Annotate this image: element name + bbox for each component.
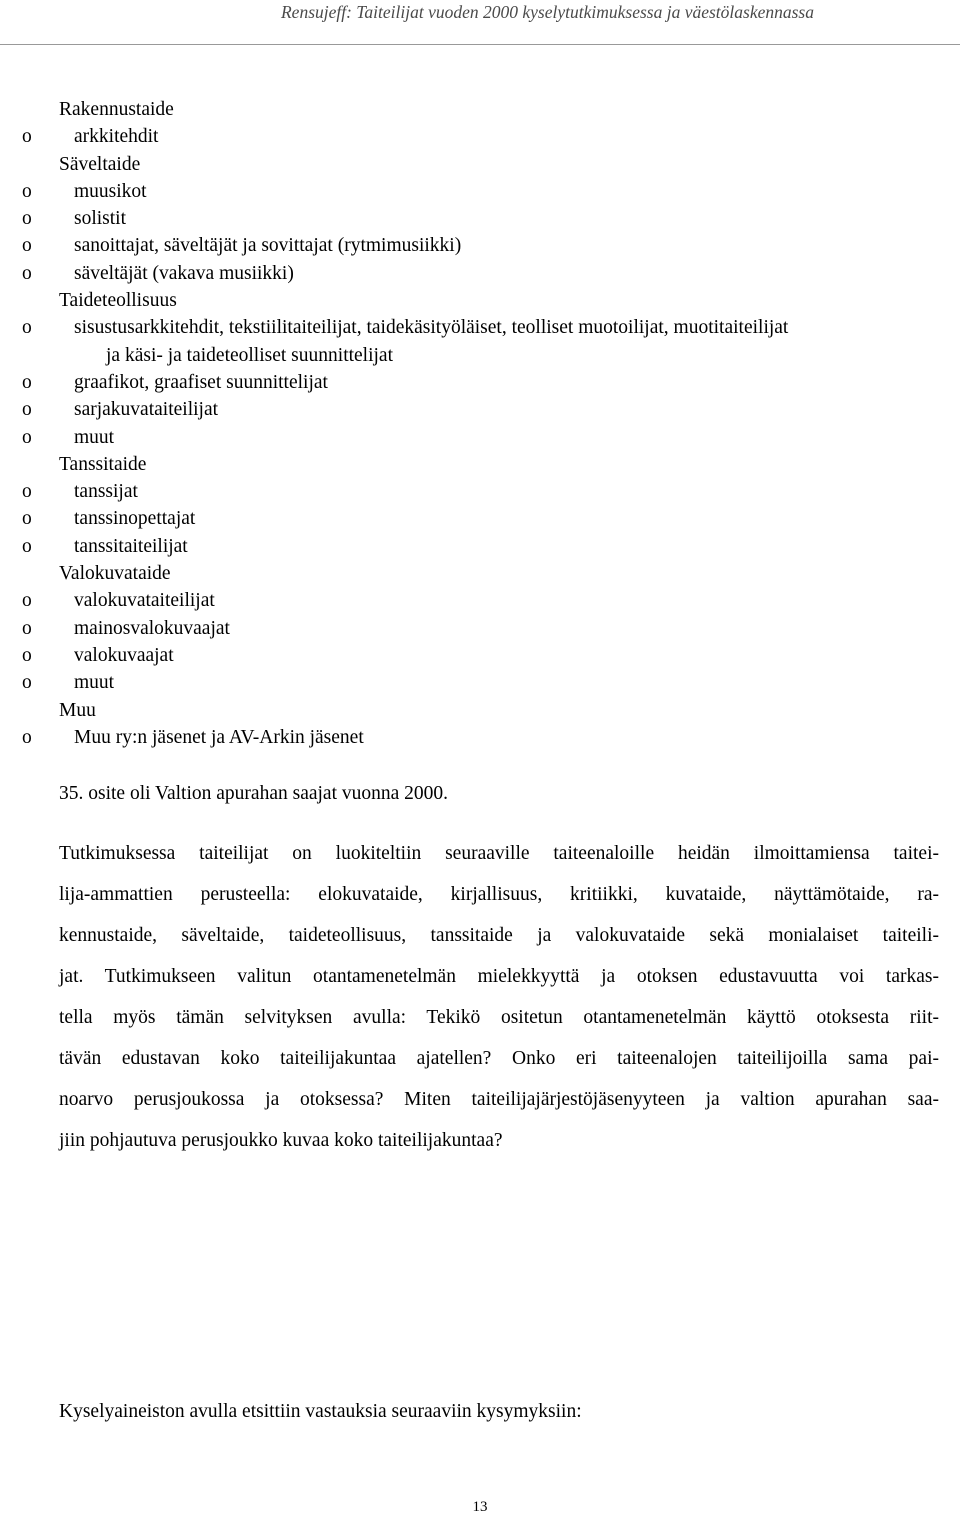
list-item (0, 314, 960, 369)
header-divider (0, 44, 960, 45)
bullet-icon: o (22, 235, 32, 257)
list-item (0, 724, 960, 751)
paragraph-line: noarvo perusjoukossa ja otoksessa? Miten taiteilijajärjestöjäsenyyteen ja valtion apurahan saa- (59, 1089, 939, 1110)
bullet-icon: o (22, 535, 32, 557)
list-item-text: sanoittajat, säveltäjät ja sovittajat (rytmimusiikki) (74, 235, 462, 257)
paragraph-line: tella myös tämän selvityksen avulla: Tekikö ositetun otantamenetelmän käyttö otoksesta riit- (59, 1007, 939, 1028)
list-item (0, 478, 960, 505)
list-item-text: sarjakuvataiteilijat (74, 399, 219, 421)
list-item-text: tanssinopettajat (74, 508, 196, 530)
list-item-text: arkkitehdit (74, 126, 159, 148)
bullet-icon: o (22, 317, 32, 339)
list-item (0, 533, 960, 560)
paragraph-line: Tutkimuksessa taiteilijat on luokiteltiin seuraaville taiteenaloille heidän ilmoittamiensa taitei- (59, 843, 939, 864)
running-header (0, 0, 960, 44)
list-item (0, 396, 960, 423)
question-intro: Kyselyaineiston avulla etsittiin vastauksia seuraaviin kysymyksiin: (59, 1401, 582, 1422)
list-item (0, 669, 960, 696)
bullet-icon: o (22, 208, 32, 230)
artist-category-list (0, 96, 960, 751)
list-item (0, 642, 960, 669)
bullet-icon: o (22, 672, 32, 694)
list-item-text: graafikot, graafiset suunnittelijat (74, 371, 328, 393)
bullet-icon: o (22, 590, 32, 612)
list-item-text: solistit (74, 208, 127, 230)
category-heading: Tanssitaide (59, 453, 147, 475)
paragraph-line: jiin pohjautuva perusjoukko kuvaa koko taiteilijakuntaa? (59, 1130, 503, 1151)
category-heading: Muu (59, 699, 96, 721)
list-item-text: muut (74, 672, 115, 694)
bullet-icon: o (22, 481, 32, 503)
running-title: Rensujeff: Taiteilijat vuoden 2000 kyselytutkimuksessa ja väestölaskennassa (280, 2, 814, 22)
list-item (0, 260, 960, 287)
bullet-icon: o (22, 126, 32, 148)
category-heading: Rakennustaide (59, 99, 174, 120)
list-item-continuation: ja käsi- ja taideteolliset suunnittelijat (106, 344, 394, 366)
list-item-text: muut (74, 426, 115, 448)
list-item-text: mainosvalokuvaajat (74, 617, 230, 639)
list-item (0, 123, 960, 150)
list-item-text: muusikot (74, 180, 147, 202)
bullet-icon: o (22, 726, 32, 748)
body-paragraph (59, 833, 939, 1161)
list-item (0, 369, 960, 396)
bullet-icon: o (22, 180, 32, 202)
bullet-icon: o (22, 617, 32, 639)
list-item (0, 205, 960, 232)
paragraph-line: tävän edustavan koko taiteilijakuntaa ajatellen? Onko eri taiteenalojen taiteilijoilla sama pai- (59, 1048, 939, 1069)
list-item-text: sisustusarkkitehdit, tekstiilitaiteilijat, taidekäsityöläiset, teolliset muotoilijat, muotitaiteilijat (74, 317, 789, 339)
bullet-icon: o (22, 508, 32, 530)
category-heading: Valokuvataide (59, 563, 171, 585)
list-item (0, 587, 960, 614)
category-heading: Taideteollisuus (59, 290, 177, 312)
bullet-icon: o (22, 371, 32, 393)
list-item (0, 232, 960, 259)
bullet-icon: o (22, 262, 32, 284)
list-item-text: tanssitaiteilijat (74, 535, 188, 557)
paragraph-line: kennustaide, säveltaide, taideteollisuus, tanssitaide ja valokuvataide sekä monialaiset taiteili- (59, 925, 939, 946)
bullet-icon: o (22, 644, 32, 666)
category-heading: Säveltaide (59, 153, 141, 175)
list-item (0, 505, 960, 532)
list-item (0, 615, 960, 642)
paragraph-line: jat. Tutkimukseen valitun otantamenetelmän mielekkyyttä ja otoksen edustavuutta voi tarkas- (59, 966, 939, 987)
list-item-text: Muu ry:n jäsenet ja AV-Arkin jäsenet (74, 726, 364, 748)
list-item-text: säveltäjät (vakava musiikki) (74, 262, 294, 284)
list-item-text: tanssijat (74, 481, 138, 503)
list-item-text: valokuvataiteilijat (74, 590, 215, 612)
bullet-icon: o (22, 426, 32, 448)
page-number: 13 (472, 1499, 488, 1515)
paragraph-line: lija-ammattien perusteella: elokuvataide, kirjallisuus, kritiikki, kuvataide, näyttämötaide, ra- (59, 884, 939, 905)
stratum-note: 35. osite oli Valtion apurahan saajat vuonna 2000. (59, 783, 449, 804)
list-item (0, 178, 960, 205)
list-item-text: valokuvaajat (74, 644, 174, 666)
list-item (0, 424, 960, 451)
bullet-icon: o (22, 399, 32, 421)
